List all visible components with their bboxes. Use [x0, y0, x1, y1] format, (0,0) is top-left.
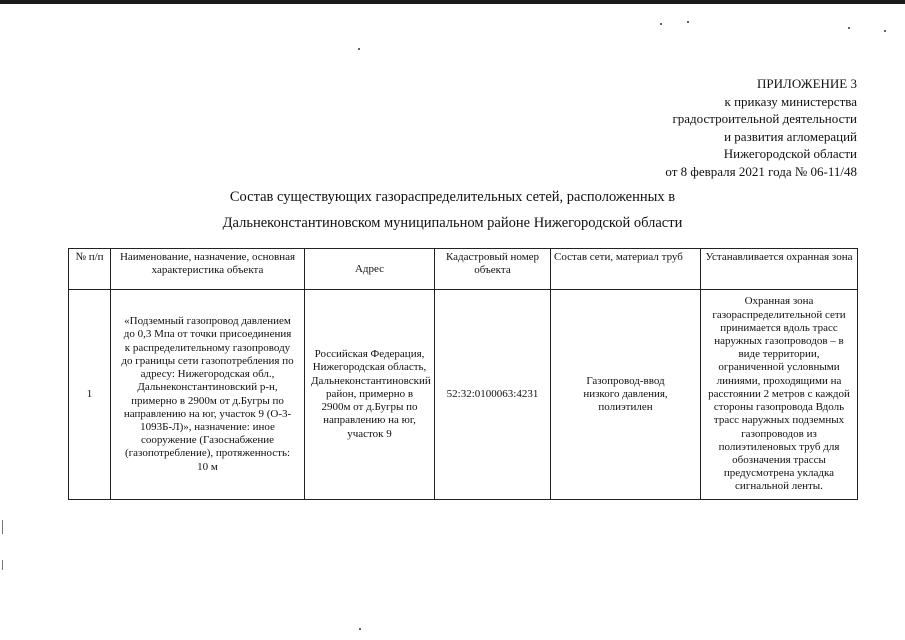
scan-edge-mark [2, 560, 3, 570]
cell-composition: Газопровод-ввод низкого давления, полиэтилен [551, 290, 701, 500]
appendix-block [665, 75, 857, 180]
scan-speck [848, 27, 850, 29]
table-header-row [69, 249, 858, 290]
scan-edge-mark [2, 520, 3, 534]
scan-speck [687, 21, 689, 23]
cell-cadastral: 52:32:0100063:4231 [435, 290, 551, 500]
appendix-line: и развития агломераций [724, 128, 857, 144]
header-name: Наименование, назначение, основная характеристика объекта [111, 249, 305, 290]
header-zone: Устанавливается охранная зона [701, 249, 858, 290]
header-number: № п/п [69, 249, 111, 290]
scan-speck [660, 23, 662, 25]
header-cadastral: Кадастровый номер объекта [435, 249, 551, 290]
table-row [69, 290, 858, 500]
appendix-line: градостроительной деятельности [672, 111, 857, 126]
appendix-line: ПРИЛОЖЕНИЕ 3 [757, 76, 857, 91]
scan-speck [359, 628, 361, 630]
appendix-line: Нижегородской области [723, 146, 857, 161]
scan-speck [884, 30, 886, 32]
cell-name: «Подземный газопровод давлением до 0,3 Мпа от точки присоединения к распределительному газопроводу до границы сети газопотребления по адресу: Нижегородская обл., Дальнеконстантиновский р-н, примерно в 2900м от д.Бугры по направлению на юг, участок 9 (О-3-1093Б-Л)», назначение: иное сооружение (Газоснабжение (газопотребление), протяженность: 10 м [111, 290, 305, 500]
cell-address: Российская Федерация, Нижегородская область, Дальнеконстантиновский район, примерно в 2900м от д.Бугры по направлению на юг, участок 9 [305, 290, 435, 500]
header-composition: Состав сети, материал труб [551, 249, 701, 290]
appendix-line: к приказу министерства [724, 93, 857, 109]
cell-number: 1 [69, 290, 111, 500]
document-title-line-2: Дальнеконстантиновском муниципальном районе Нижегородской области [222, 215, 683, 231]
scan-top-border [0, 0, 905, 4]
appendix-line: от 8 февраля 2021 года № 06-11/48 [665, 163, 857, 179]
header-address: Адрес [305, 249, 435, 290]
document-title-line-1: Состав существующих газораспределительных сетей, расположенных в [229, 189, 676, 205]
gas-network-table [68, 248, 858, 500]
cell-zone: Охранная зона газораспределительной сети принимается вдоль трасс наружных газопроводов – в виде территории, ограниченной условными линиями, проходящими на расстоянии 2 метров с каждой стороны газопровода Вдоль трасс наружных подземных газопроводов из полиэтиленовых труб для обозначения трассы предусмотрена укладка сигнальной ленты. [701, 290, 858, 500]
scan-speck [358, 48, 360, 50]
